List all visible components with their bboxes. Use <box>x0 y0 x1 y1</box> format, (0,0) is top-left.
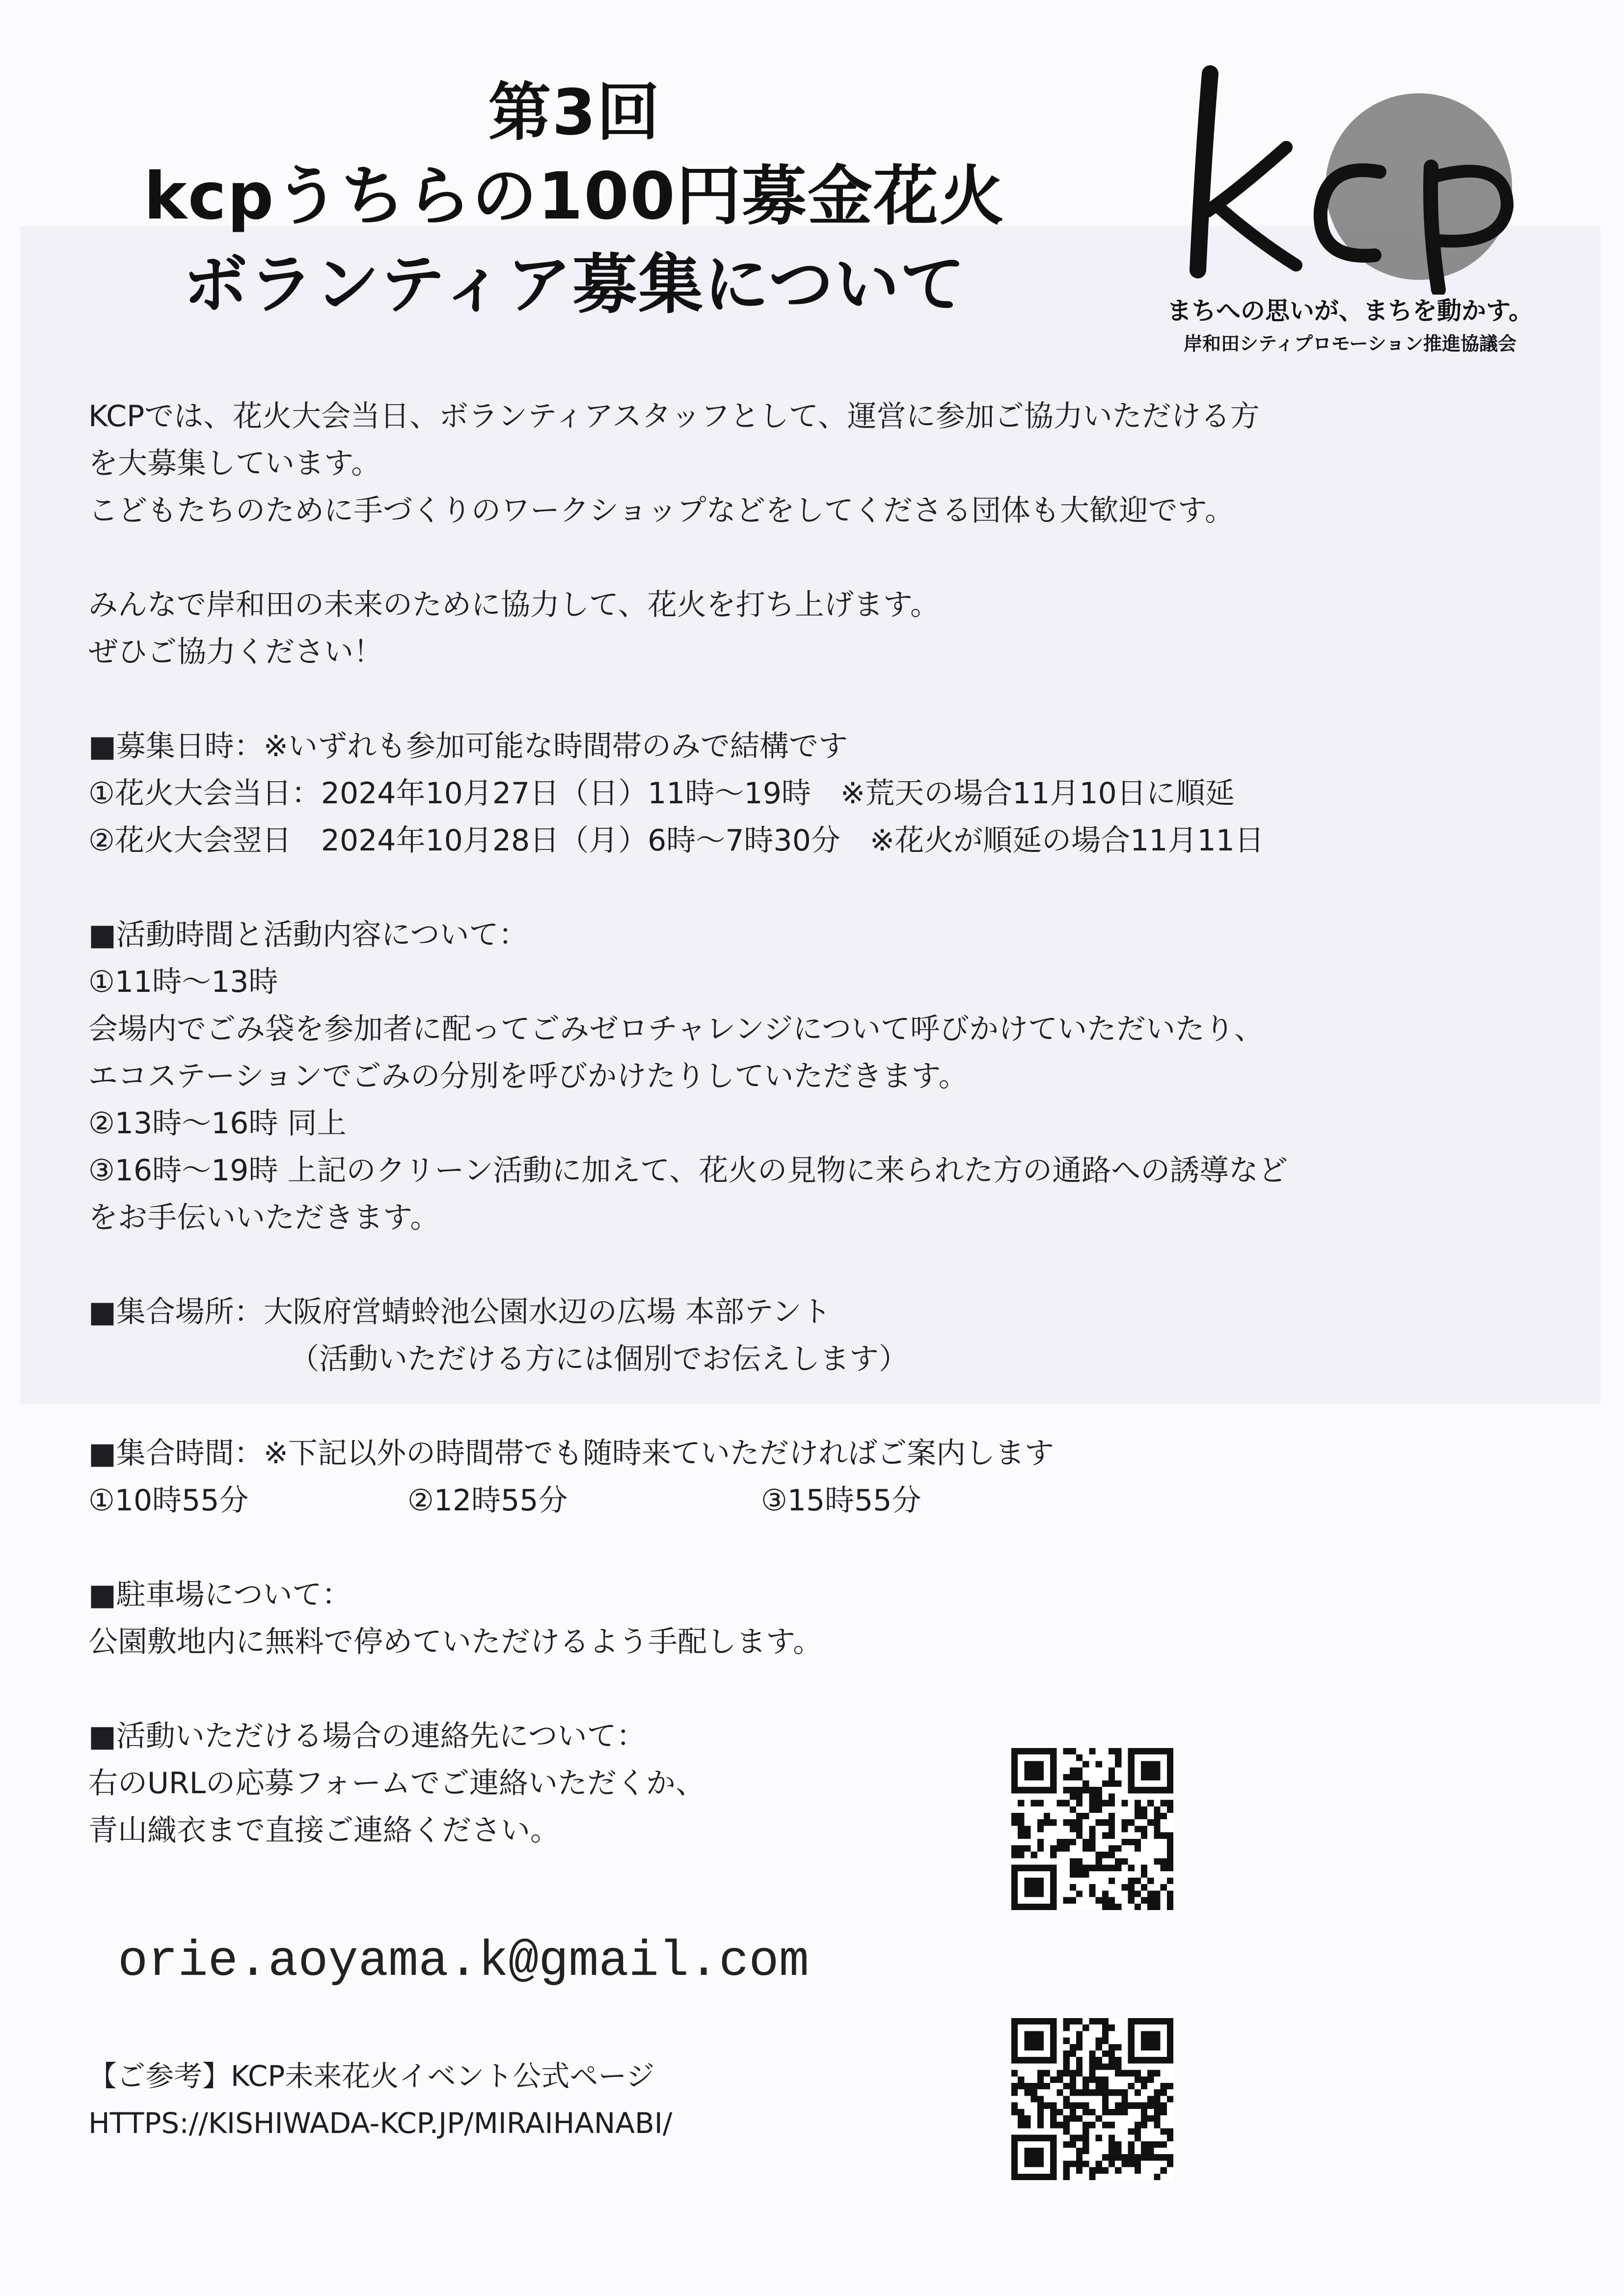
contact-line: 青山織衣まで直接ご連絡ください。 <box>88 1813 560 1848</box>
parking-heading: ■駐車場について： <box>88 1578 352 1612</box>
parking-text: 公園敷地内に無料で停めていただけるよう手配します。 <box>88 1625 823 1659</box>
meeting-time-item: ③15時55分 <box>761 1483 921 1518</box>
activity-line: エコステーションでごみの分別を呼びかけたりしていただきます。 <box>88 1059 968 1093</box>
event-page-qr-code[interactable] <box>1011 2018 1173 2180</box>
logo-organization: 岸和田シティプロモーション推進協議会 <box>1184 333 1516 355</box>
activity-line: ②13時～16時 同上 <box>88 1106 347 1141</box>
reference-url[interactable]: HTTPS://KISHIWADA-KCP.JP/MIRAIHANABI/ <box>88 2106 673 2140</box>
kcp-logo-mark <box>1164 64 1537 295</box>
title-edition: 第3回 <box>488 76 661 149</box>
activities-heading: ■活動時間と活動内容について： <box>88 918 528 952</box>
appeal-line: ぜひご協力ください！ <box>88 635 383 669</box>
recruitment-date-item: ①花火大会当日：2024年10月27日（日）11時～19時 ※荒天の場合11月10日に順延 <box>88 776 1235 811</box>
recruitment-dates-heading: ■募集日時：※いずれも参加可能な時間帯のみで結構です <box>88 729 848 764</box>
logo-tagline: まちへの思いが、まちを動かす。 <box>1167 297 1533 325</box>
kcp-logo <box>1164 64 1537 368</box>
meeting-time-item: ①10時55分 <box>88 1483 249 1518</box>
intro-line: を大募集しています。 <box>88 446 381 481</box>
meeting-time-item: ②12時55分 <box>407 1483 568 1518</box>
notice-body <box>88 393 1512 1854</box>
intro-line: こどもたちのために手づくりのワークショップなどをしてくださる団体も大歓迎です。 <box>88 493 1234 528</box>
contact-line: 右のURLの応募フォームでご連絡いただくか、 <box>88 1766 705 1801</box>
contact-email[interactable]: orie.aoyama.k@gmail.com <box>118 1933 809 1990</box>
application-form-qr-code[interactable] <box>1011 1748 1173 1910</box>
meeting-time-heading: ■集合時間：※下記以外の時間帯でも随時来ていただければご案内します <box>88 1436 1054 1471</box>
activity-line: 会場内でごみ袋を参加者に配ってごみゼロチャレンジについて呼びかけていただいたり、 <box>88 1012 1264 1046</box>
activity-line: ①11時～13時 <box>88 965 278 999</box>
reference-block <box>88 2052 672 2147</box>
recruitment-date-item: ②花火大会翌日 2024年10月28日（月）6時～7時30分 ※花火が順延の場合11月11日 <box>88 823 1264 858</box>
meeting-place-heading: ■集合場所：大阪府営蜻蛉池公園水辺の広場 本部テント <box>88 1295 831 1329</box>
meeting-time-list <box>88 1477 1512 1524</box>
activity-line: ③16時～19時 上記のクリーン活動に加えて、花火の見物に来られた方の通路への誘導など <box>88 1153 1288 1188</box>
appeal-line: みんなで岸和田の未来のために協力して、花火を打ち上げます。 <box>88 588 940 622</box>
intro-line: KCPでは、花火大会当日、ボランティアスタッフとして、運営に参加ご協力いただける方 <box>88 399 1260 434</box>
contact-heading: ■活動いただける場合の連絡先について： <box>88 1719 646 1753</box>
title-event: kcpうちらの100円募金花火 <box>143 159 1005 234</box>
page-title <box>108 74 1041 329</box>
title-recruitment: ボランティア募集について <box>183 247 966 323</box>
reference-label: 【ご参考】KCP未来花火イベント公式ページ <box>88 2059 655 2093</box>
meeting-place-note: （活動いただける方には個別でお伝えします） <box>290 1342 908 1376</box>
activity-line: をお手伝いいただきます。 <box>88 1201 440 1235</box>
